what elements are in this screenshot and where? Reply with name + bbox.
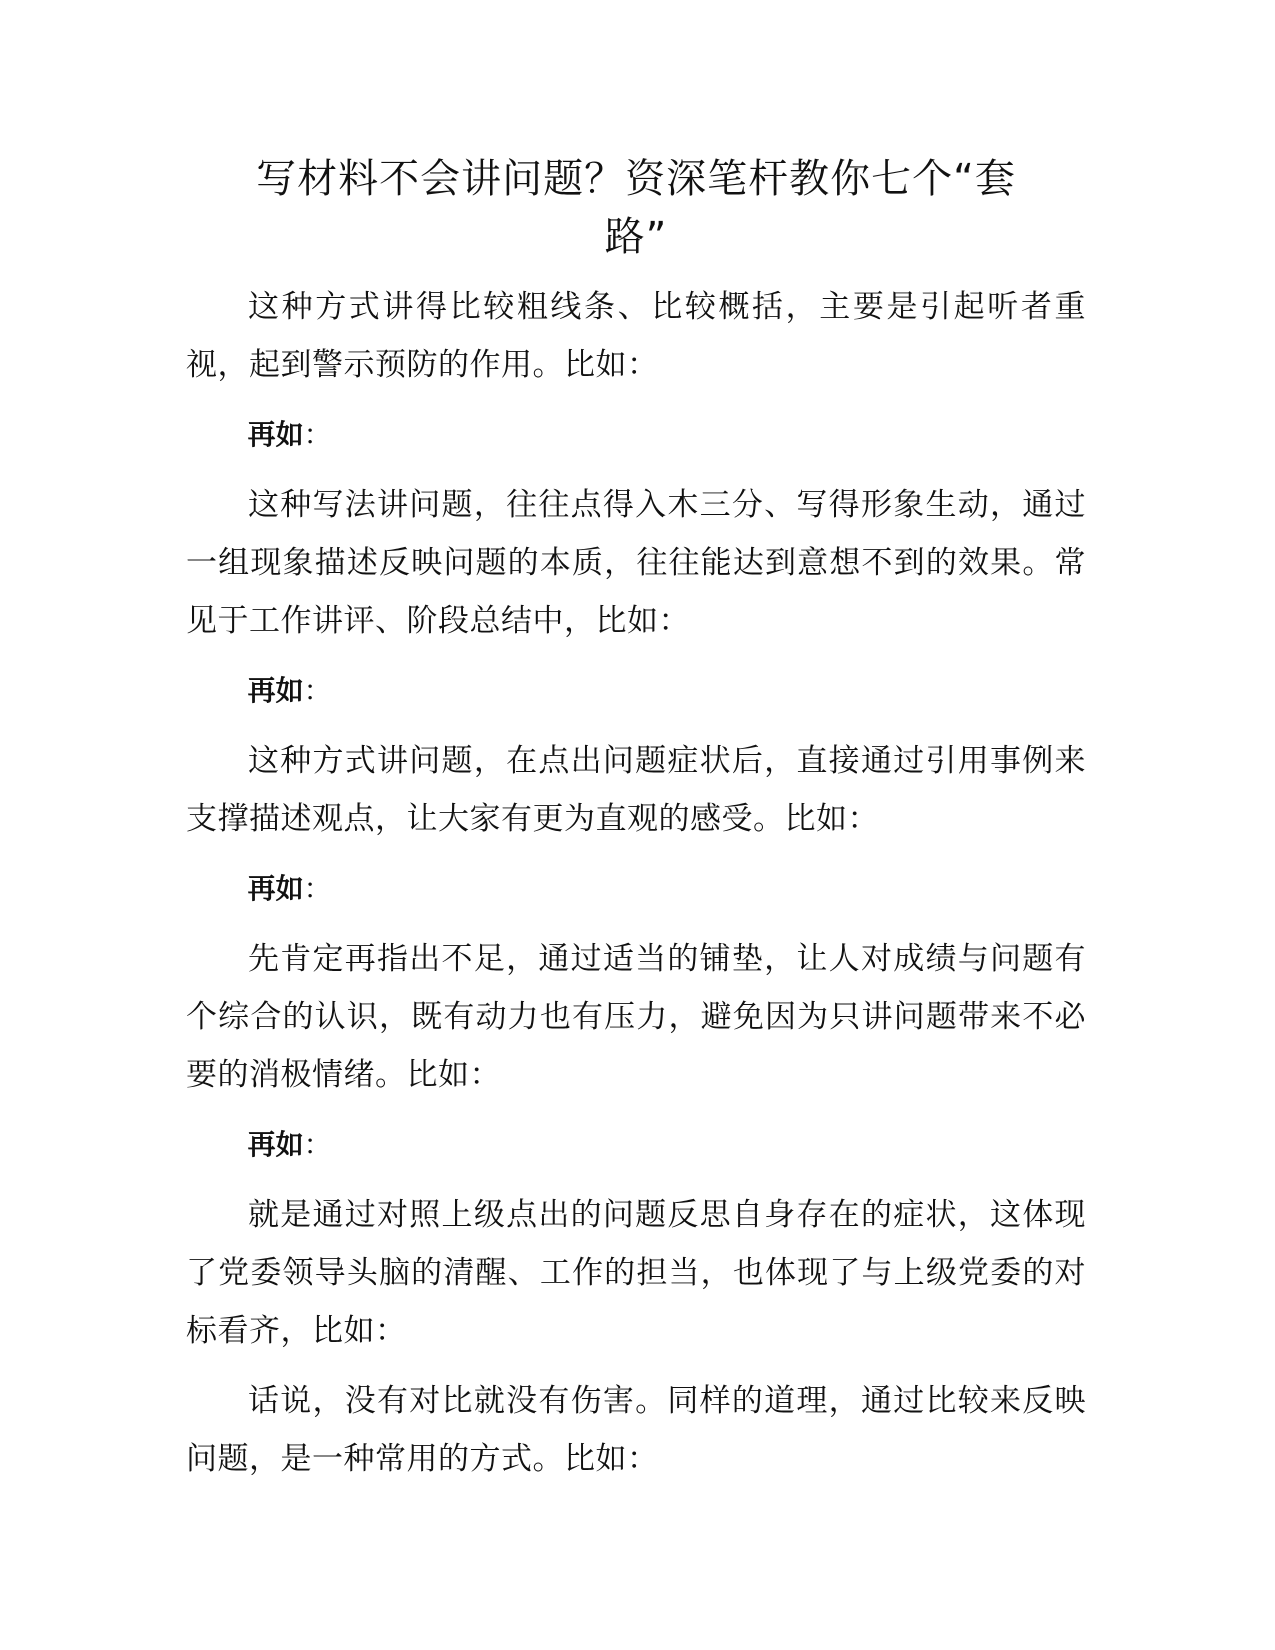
example-label-colon: ： <box>303 674 332 707</box>
example-label-colon: ： <box>303 418 332 451</box>
example-label <box>186 406 1086 464</box>
example-label-colon: ： <box>303 1128 332 1161</box>
example-label-text: 再如 <box>247 872 304 905</box>
paragraph: 就是通过对照上级点出的问题反思自身存在的症状，这体现了党委领导头脑的清醒、工作的担当，也体现了与上级党委的对标看齐，比如： <box>186 1197 1086 1349</box>
document-title <box>186 150 1086 266</box>
paragraph: 这种方式讲得比较粗线条、比较概括，主要是引起听者重视，起到警示预防的作用。比如： <box>186 289 1086 383</box>
paragraph: 先肯定再指出不足，通过适当的铺垫，让人对成绩与问题有个综合的认识，既有动力也有压力，避免因为只讲问题带来不必要的消极情绪。比如： <box>186 941 1086 1093</box>
title-line-2: 路” <box>604 214 668 260</box>
paragraph: 这种方式讲问题，在点出问题症状后，直接通过引用事例来支撑描述观点，让大家有更为直观的感受。比如： <box>186 743 1086 837</box>
paragraph: 这种写法讲问题，往往点得入木三分、写得形象生动，通过一组现象描述反映问题的本质，往往能达到意想不到的效果。常见于工作讲评、阶段总结中，比如： <box>186 487 1086 639</box>
document-page <box>186 150 1086 1488</box>
example-label-colon: ： <box>303 872 332 905</box>
example-label <box>186 662 1086 720</box>
example-label-text: 再如 <box>247 1128 304 1161</box>
title-line-1: 写材料不会讲问题？资深笔杆教你七个“套 <box>256 156 1016 202</box>
example-label <box>186 860 1086 918</box>
paragraph: 话说，没有对比就没有伤害。同样的道理，通过比较来反映问题，是一种常用的方式。比如： <box>186 1383 1086 1477</box>
example-label-text: 再如 <box>247 674 304 707</box>
example-label <box>186 1116 1086 1174</box>
example-label-text: 再如 <box>247 418 304 451</box>
